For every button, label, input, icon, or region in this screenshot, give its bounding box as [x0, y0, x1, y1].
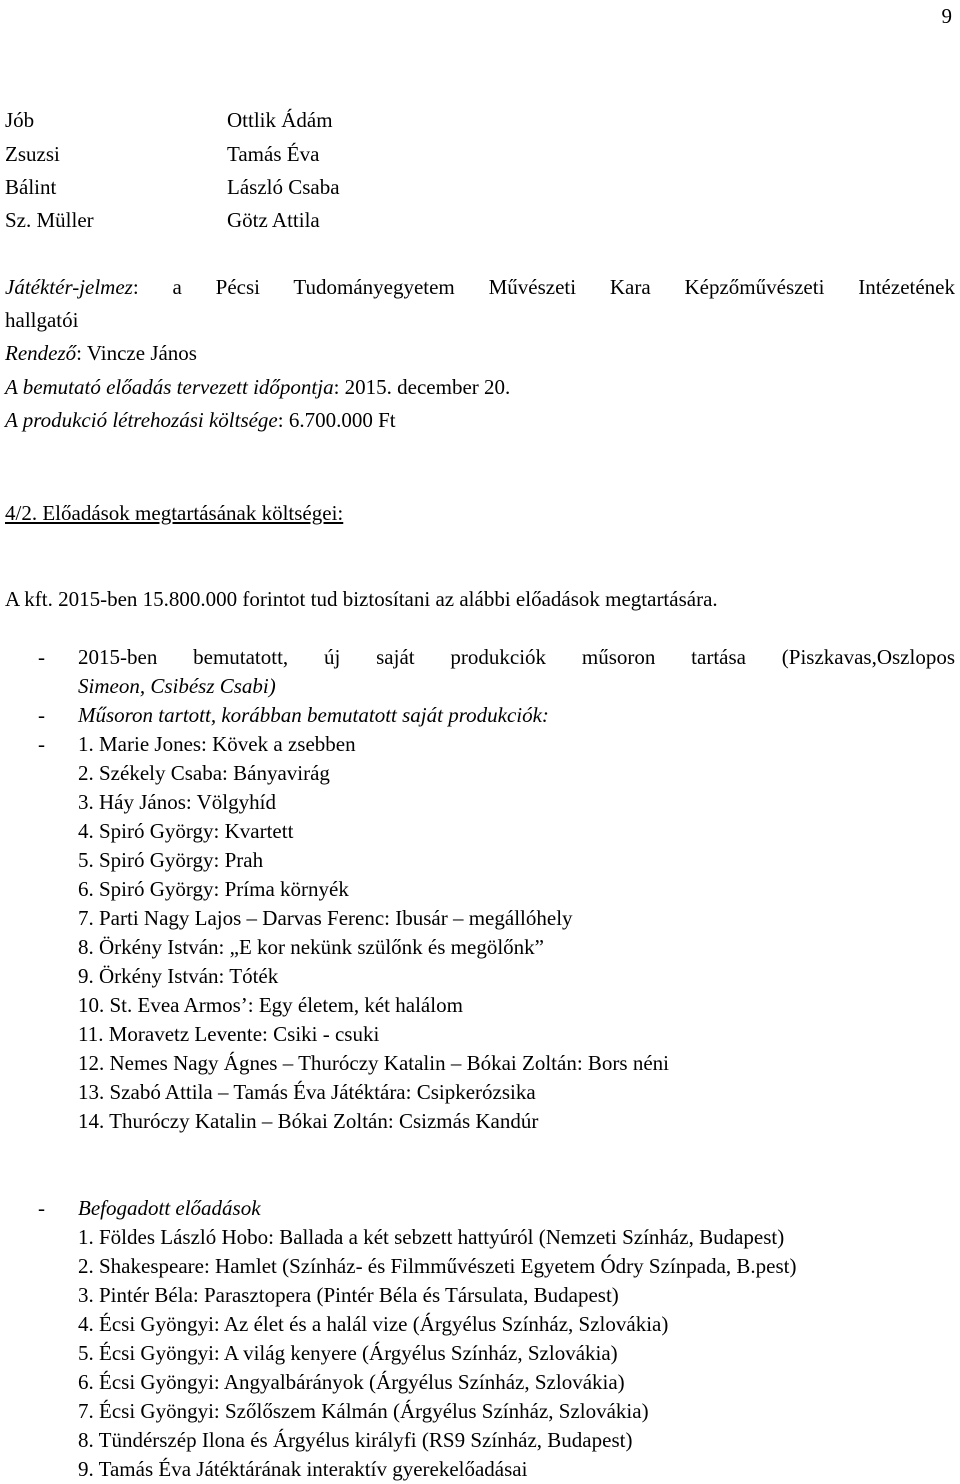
list-item: 7. Parti Nagy Lajos – Darvas Ferenc: Ibusár – megállóhely — [78, 906, 573, 930]
director-line — [5, 339, 197, 368]
bullet-dash: - — [38, 703, 45, 727]
bullet-repertoire: Műsoron tartott, korábban bemutatott saját produkciók: — [78, 703, 549, 727]
section-intro: A kft. 2015-ben 15.800.000 forintot tud biztosítani az alábbi előadások megtartására. — [5, 587, 718, 611]
design-label: Játéktér-jelmez — [5, 275, 133, 299]
list-item: 3. Pintér Béla: Parasztopera (Pintér Béla és Társulata, Budapest) — [78, 1283, 619, 1307]
list-item: 1. Földes László Hobo: Ballada a két sebzett hattyúról (Nemzeti Színház, Budapest) — [78, 1225, 785, 1249]
list-item: 4. Écsi Gyöngyi: Az élet és a halál vize (Árgyélus Színház, Szlovákia) — [78, 1312, 669, 1336]
list-item: 5. Spiró György: Prah — [78, 848, 264, 872]
list-item: 3. Háy János: Völgyhíd — [78, 790, 276, 814]
cast-actor: László Csaba — [227, 175, 340, 199]
list-item: 2. Shakespeare: Hamlet (Színház- és Filmművészeti Egyetem Ódry Színpada, B.pest) — [78, 1254, 797, 1278]
cast-role: Zsuzsi — [5, 142, 60, 166]
list-item: 13. Szabó Attila – Tamás Éva Játéktára: Csipkerózsika — [78, 1080, 536, 1104]
section-heading: 4/2. Előadások megtartásának költségei: — [5, 501, 344, 525]
design-value-cont: hallgatói — [5, 308, 79, 332]
list-item: 1. Marie Jones: Kövek a zsebben — [78, 732, 356, 756]
cost-line — [5, 406, 396, 435]
cast-role: Sz. Müller — [5, 208, 94, 232]
cost-label: A produkció létrehozási költsége — [5, 408, 278, 432]
director-value: : Vincze János — [76, 341, 197, 365]
cast-actor: Ottlik Ádám — [227, 108, 333, 132]
list-item: 8. Tündérszép Ilona és Árgyélus királyfi (RS9 Színház, Budapest) — [78, 1428, 633, 1452]
hosted-heading: Befogadott előadások — [78, 1196, 261, 1220]
premiere-line — [5, 373, 510, 402]
premiere-value: : 2015. december 20. — [333, 375, 511, 399]
bullet-dash: - — [38, 732, 45, 756]
list-item: 12. Nemes Nagy Ágnes – Thuróczy Katalin – Bókai Zoltán: Bors néni — [78, 1051, 669, 1075]
design-line — [5, 273, 955, 302]
list-item: 10. St. Evea Armos’: Egy életem, két halálom — [78, 993, 463, 1017]
design-value: : a Pécsi Tudományegyetem Művészeti Kara Képzőművészeti Intézetének — [132, 275, 955, 299]
cost-value: : 6.700.000 Ft — [277, 408, 396, 432]
list-item: 9. Örkény István: Tóték — [78, 964, 279, 988]
cast-role: Bálint — [5, 175, 57, 199]
bullet-dash: - — [38, 1196, 45, 1220]
list-item: 2. Székely Csaba: Bányavirág — [78, 761, 330, 785]
director-label: Rendező — [5, 341, 77, 365]
list-item: 6. Spiró György: Príma környék — [78, 877, 349, 901]
list-item: 6. Écsi Gyöngyi: Angyalbárányok (Árgyélus Színház, Szlovákia) — [78, 1370, 625, 1394]
cast-actor: Götz Attila — [227, 208, 320, 232]
bullet-new-productions: 2015-ben bemutatott, új saját produkciók műsoron tartása (Piszkavas,Oszlopos — [78, 645, 955, 669]
page-number: 9 — [941, 4, 952, 28]
bullet-new-productions-cont: Simeon, Csibész Csabi) — [78, 674, 276, 698]
list-item: 14. Thuróczy Katalin – Bókai Zoltán: Csizmás Kandúr — [78, 1109, 539, 1133]
bullet-dash: - — [38, 645, 45, 669]
list-item: 7. Écsi Gyöngyi: Szőlőszem Kálmán (Árgyélus Színház, Szlovákia) — [78, 1399, 649, 1423]
premiere-label: A bemutató előadás tervezett időpontja — [5, 375, 334, 399]
list-item: 11. Moravetz Levente: Csiki - csuki — [78, 1022, 380, 1046]
list-item: 4. Spiró György: Kvartett — [78, 819, 294, 843]
list-item: 5. Écsi Gyöngyi: A világ kenyere (Árgyélus Színház, Szlovákia) — [78, 1341, 618, 1365]
cast-actor: Tamás Éva — [227, 142, 320, 166]
list-item: 8. Örkény István: „E kor nekünk szülőnk és megölőnk” — [78, 935, 544, 959]
list-item: 9. Tamás Éva Játéktárának interaktív gyerekelőadásai — [78, 1457, 528, 1481]
cast-role: Jób — [5, 108, 35, 132]
